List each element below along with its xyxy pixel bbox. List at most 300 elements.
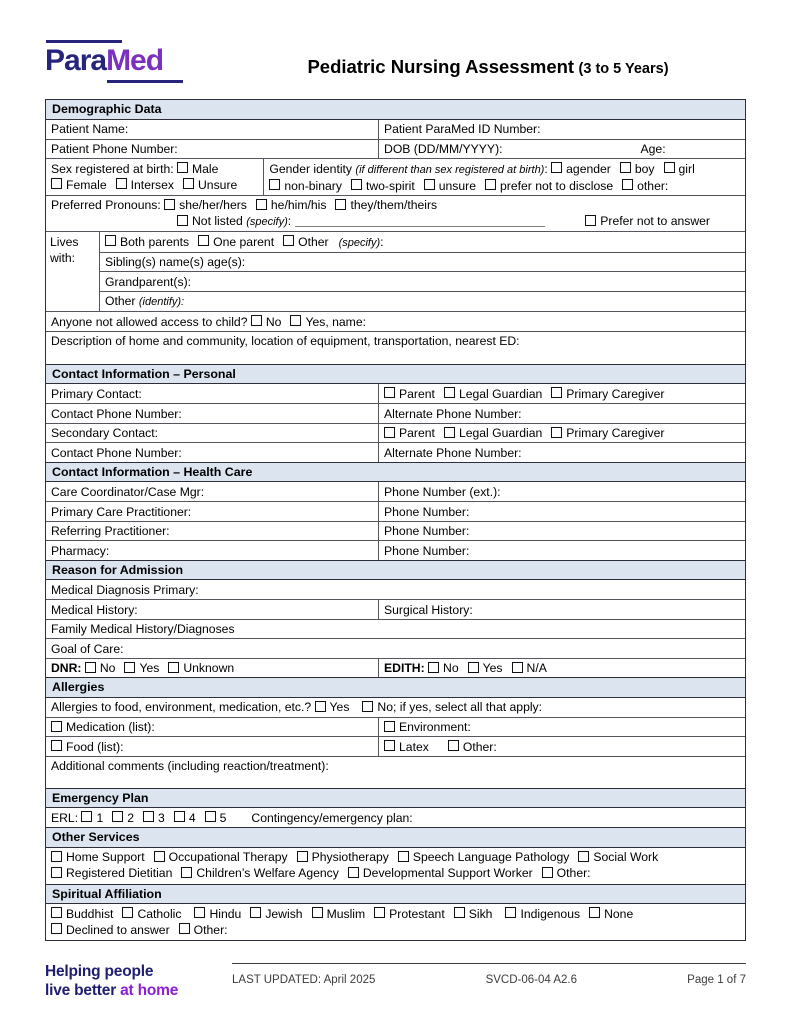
checkbox-icon[interactable] [454, 907, 465, 918]
checkbox-option[interactable] [194, 907, 241, 921]
form-row [46, 423, 745, 443]
checkbox-label: they/them/theirs [350, 198, 438, 212]
checkbox-icon[interactable] [85, 662, 96, 673]
form-cell [46, 848, 745, 884]
checkbox-icon[interactable] [384, 427, 395, 438]
form-cell [378, 482, 745, 501]
checkbox-icon[interactable] [362, 701, 373, 712]
checkbox-icon[interactable] [124, 662, 135, 673]
form-cell [378, 718, 745, 737]
checkbox-option[interactable] [362, 700, 542, 714]
form-cell [46, 600, 378, 619]
field-label: EDITH: [384, 661, 429, 675]
checkbox-label: Declined to answer [66, 922, 170, 937]
section-header: Reason for Admission [46, 560, 745, 581]
group-label: Lives with: [46, 232, 100, 311]
checkbox-option[interactable] [177, 214, 246, 228]
checkbox-option[interactable] [51, 907, 113, 921]
form-cell [46, 580, 745, 599]
form-row [46, 698, 745, 717]
checkbox-option[interactable] [51, 866, 172, 880]
checkbox-icon[interactable] [81, 811, 92, 822]
field-label: DNR: [51, 661, 85, 675]
checkbox-label: two-spirit [365, 178, 415, 193]
checkbox-icon[interactable] [51, 178, 62, 189]
checkbox-icon[interactable] [664, 162, 675, 173]
field-label: Other [105, 294, 139, 308]
checkbox-icon[interactable] [424, 179, 435, 190]
checkbox-option[interactable] [205, 811, 227, 825]
checkbox-option[interactable] [174, 811, 196, 825]
field-label: Description of home and community, location of equipment, transportation, nearest ED: [51, 334, 520, 348]
checkbox-option[interactable] [312, 907, 366, 921]
checkbox-icon[interactable] [622, 179, 633, 190]
field-label: Secondary Contact: [51, 426, 159, 440]
checkbox-icon[interactable] [444, 427, 455, 438]
field-label: : [544, 161, 552, 176]
checkbox-icon[interactable] [315, 701, 326, 712]
checkbox-option[interactable] [444, 426, 542, 440]
checkbox-icon[interactable] [51, 907, 62, 918]
form-cell [378, 384, 745, 403]
checkbox-icon[interactable] [585, 215, 596, 226]
checkbox-label: Food (list): [66, 739, 124, 754]
checkbox-label: Other: [556, 866, 591, 880]
logo-wordmark [45, 46, 230, 76]
checkbox-label: Intersex [130, 177, 174, 192]
tagline-line1: Helping people [45, 963, 154, 980]
checkbox-option[interactable] [398, 850, 570, 864]
checkbox-icon[interactable] [105, 235, 116, 246]
checkbox-label: Muslim [326, 906, 366, 921]
spacer [438, 750, 448, 751]
form-row [46, 638, 745, 658]
checkbox-option[interactable] [154, 850, 288, 864]
form-row [46, 331, 745, 364]
form-row [46, 139, 745, 159]
checkbox-label: Unsure [198, 177, 238, 192]
checkbox-option[interactable] [168, 661, 234, 675]
checkbox-option[interactable] [250, 907, 302, 921]
checkbox-icon[interactable] [164, 199, 175, 210]
checkbox-option[interactable] [512, 661, 547, 675]
checkbox-label: Medication (list): [66, 720, 155, 734]
checkbox-label: Jewish [265, 906, 303, 921]
field-label: Pharmacy: [51, 543, 110, 558]
checkbox-option[interactable] [51, 720, 155, 734]
field-label: DOB (DD/MM/YYYY): [384, 142, 503, 156]
field-label: Preferred Pronouns: [51, 198, 165, 212]
checkbox-option[interactable] [505, 907, 580, 921]
checkbox-option[interactable] [297, 850, 389, 864]
form-cell [378, 600, 745, 619]
checkbox-label: Not listed [192, 214, 247, 228]
checkbox-option[interactable] [335, 198, 437, 212]
field-label: Allergies to food, environment, medication, etc.? [51, 700, 315, 714]
tagline-line2 [45, 981, 178, 1000]
field-label: Alternate Phone Number: [384, 406, 522, 421]
checkbox-option[interactable] [468, 661, 503, 675]
form-row [46, 482, 745, 501]
checkbox-option[interactable] [122, 907, 181, 921]
checkbox-icon[interactable] [256, 199, 267, 210]
checkbox-option[interactable] [542, 866, 591, 880]
checkbox-label: Sikh [468, 906, 493, 921]
form-cell [46, 808, 745, 827]
checkbox-icon[interactable] [620, 162, 631, 173]
page-title-age-range: (3 to 5 Years) [578, 61, 669, 77]
fill-in-line[interactable] [295, 215, 545, 227]
form-cell [46, 384, 378, 403]
checkbox-label: Yes [139, 661, 160, 675]
checkbox-icon[interactable] [290, 315, 301, 326]
checkbox-option[interactable] [374, 907, 445, 921]
checkbox-label: Yes [329, 700, 350, 714]
form-row [46, 442, 745, 462]
checkbox-option[interactable] [116, 178, 174, 192]
checkbox-label: None [604, 906, 634, 921]
checkbox-icon[interactable] [512, 662, 523, 673]
checkbox-label: Catholic [137, 906, 182, 921]
field-label: Gender identity [269, 161, 356, 176]
checkbox-option[interactable] [183, 178, 237, 192]
checkbox-icon[interactable] [179, 923, 190, 934]
checkbox-option[interactable] [164, 198, 247, 212]
checkbox-icon[interactable] [348, 867, 359, 878]
checkbox-label: Protestant [389, 906, 445, 921]
checkbox-icon[interactable] [177, 162, 188, 173]
section-header: Spiritual Affiliation [46, 884, 745, 905]
checkbox-icon[interactable] [181, 867, 192, 878]
checkbox-label: Prefer not to answer [600, 214, 710, 228]
form-row [46, 540, 745, 560]
page-header [45, 40, 746, 83]
checkbox-option[interactable] [198, 235, 274, 249]
form-row [46, 658, 745, 678]
checkbox-option[interactable] [177, 162, 218, 176]
form-cell [46, 159, 263, 195]
checkbox-label: other: [637, 178, 669, 193]
checkbox-icon[interactable] [485, 179, 496, 190]
checkbox-icon[interactable] [168, 662, 179, 673]
checkbox-label: Primary Caregiver [566, 426, 665, 440]
checkbox-option[interactable] [315, 700, 350, 714]
checkbox-icon[interactable] [194, 907, 205, 918]
footer-doc-code: SVCD-06-04 A2.6 [485, 974, 577, 986]
checkbox-icon[interactable] [205, 811, 216, 822]
checkbox-icon[interactable] [116, 178, 127, 189]
field-label: Age: [640, 142, 666, 156]
checkbox-label: Legal Guardian [458, 386, 543, 401]
checkbox-option[interactable] [428, 661, 459, 675]
checkbox-label: Both parents [120, 234, 190, 249]
checkbox-option[interactable] [551, 162, 611, 176]
checkbox-label: he/him/his [270, 198, 327, 212]
checkbox-icon[interactable] [505, 907, 516, 918]
paramed-logo [45, 40, 230, 83]
field-label: Sex registered at birth: [51, 161, 177, 176]
checkbox-option[interactable] [589, 907, 633, 921]
field-label: Phone Number: [384, 504, 470, 519]
checkbox-label: Yes, name: [305, 314, 366, 329]
form-cell [46, 659, 378, 678]
form-cell [46, 482, 378, 501]
form-cell [378, 541, 745, 560]
checkbox-option[interactable] [424, 179, 476, 193]
field-label: Medical History: [51, 602, 138, 617]
checkbox-icon[interactable] [351, 179, 362, 190]
checkbox-label: she/her/hers [179, 198, 247, 212]
checkbox-option[interactable] [143, 811, 165, 825]
checkbox-label: Legal Guardian [458, 426, 543, 440]
section-header: Allergies [46, 677, 745, 698]
field-label: Care Coordinator/Case Mgr: [51, 484, 205, 499]
spacer [503, 152, 641, 153]
checkbox-option[interactable] [348, 866, 533, 880]
field-label: Goal of Care: [51, 641, 124, 656]
checkbox-label: Developmental Support Worker [362, 866, 533, 880]
checkbox-option[interactable] [179, 923, 228, 937]
field-label: (if different than sex registered at birth) [355, 163, 545, 176]
checkbox-label: Male [192, 161, 219, 176]
checkbox-option[interactable] [620, 162, 655, 176]
checkbox-option[interactable] [51, 178, 107, 192]
checkbox-option[interactable] [444, 387, 542, 401]
page-footer [232, 963, 746, 986]
checkbox-icon[interactable] [177, 215, 188, 226]
checkbox-option[interactable] [283, 235, 328, 249]
checkbox-icon[interactable] [384, 721, 395, 732]
checkbox-icon[interactable] [283, 235, 294, 246]
field-label: Additional comments (including reaction/treatment): [51, 759, 329, 773]
checkbox-icon[interactable] [112, 811, 123, 822]
field-label: Referring Practitioner: [51, 524, 170, 538]
checkbox-icon[interactable] [143, 811, 154, 822]
checkbox-label: Hindu [209, 906, 242, 921]
checkbox-icon[interactable] [174, 811, 185, 822]
page-title: Pediatric Nursing Assessment [307, 56, 575, 77]
checkbox-label: girl [678, 161, 695, 176]
checkbox-label: Home Support [66, 850, 145, 864]
checkbox-option[interactable] [269, 179, 342, 193]
checkbox-option[interactable] [181, 866, 339, 880]
checkbox-icon[interactable] [183, 178, 194, 189]
field-label: : [380, 234, 384, 249]
checkbox-icon[interactable] [551, 427, 562, 438]
form-cell [46, 196, 745, 232]
form-cell [378, 737, 745, 756]
checkbox-icon[interactable] [51, 740, 62, 751]
checkbox-icon[interactable] [542, 867, 553, 878]
footer-page-number: Page 1 of 7 [687, 974, 746, 986]
checkbox-label: Parent [399, 426, 435, 440]
checkbox-icon[interactable] [551, 162, 562, 173]
form-row [100, 271, 745, 291]
form-row [46, 599, 745, 619]
form-cell [378, 404, 745, 423]
form-cell [46, 443, 378, 462]
field-label: Phone Number: [384, 543, 470, 558]
checkbox-option[interactable] [51, 740, 124, 754]
logo-bottom-bar-decoration [107, 80, 183, 83]
checkbox-option[interactable] [622, 179, 668, 193]
checkbox-option[interactable] [664, 162, 695, 176]
checkbox-label: boy [634, 161, 655, 176]
footer-last-updated: LAST UPDATED: April 2025 [232, 974, 376, 986]
checkbox-option[interactable] [448, 740, 497, 754]
checkbox-icon[interactable] [428, 662, 439, 673]
section-header: Emergency Plan [46, 788, 745, 809]
checkbox-option[interactable] [384, 740, 429, 754]
assessment-form-table [45, 99, 746, 941]
checkbox-icon[interactable] [398, 851, 409, 862]
logo-top-bar-decoration [46, 40, 122, 43]
checkbox-icon[interactable] [51, 851, 62, 862]
checkbox-option[interactable] [81, 811, 103, 825]
field-label: ERL: [51, 810, 82, 825]
field-label: Family Medical History/Diagnoses [51, 622, 235, 636]
spacer [329, 245, 339, 246]
field-label: Contact Phone Number: [51, 445, 182, 460]
checkbox-option[interactable] [485, 179, 613, 193]
checkbox-label: prefer not to disclose [500, 178, 614, 193]
checkbox-label: No [443, 661, 459, 675]
checkbox-icon[interactable] [335, 199, 346, 210]
checkbox-icon[interactable] [51, 923, 62, 934]
checkbox-option[interactable] [290, 315, 366, 329]
checkbox-option[interactable] [105, 235, 189, 249]
checkbox-label: Primary Caregiver [566, 386, 665, 401]
field-label: Grandparent(s): [105, 274, 192, 289]
field-label: (identify): [138, 296, 185, 308]
checkbox-icon[interactable] [444, 387, 455, 398]
checkbox-icon[interactable] [51, 721, 62, 732]
field-label: Primary Care Practitioner: [51, 504, 192, 519]
checkbox-icon[interactable] [551, 387, 562, 398]
checkbox-icon[interactable] [154, 851, 165, 862]
form-row [100, 252, 745, 272]
checkbox-option[interactable] [551, 387, 664, 401]
form-cell [46, 639, 745, 658]
checkbox-option[interactable] [124, 661, 159, 675]
form-row [100, 291, 745, 312]
title-wrap [230, 40, 746, 78]
checkbox-icon[interactable] [312, 907, 323, 918]
checkbox-icon[interactable] [384, 387, 395, 398]
form-row-group [46, 231, 745, 311]
form-cell [378, 502, 745, 521]
form-row [46, 736, 745, 756]
checkbox-icon[interactable] [250, 907, 261, 918]
checkbox-icon[interactable] [578, 851, 589, 862]
form-cell [46, 737, 378, 756]
form-cell [46, 502, 378, 521]
brand-tagline [45, 962, 178, 1000]
form-row [46, 195, 745, 232]
form-cell [46, 757, 745, 788]
field-label: : [287, 214, 295, 228]
checkbox-label: Unknown [183, 661, 235, 675]
field-label: Contingency/emergency plan: [251, 810, 413, 825]
form-row [46, 158, 745, 195]
group-body [100, 232, 745, 311]
field-label: Alternate Phone Number: [384, 445, 522, 460]
checkbox-icon[interactable] [297, 851, 308, 862]
form-row [46, 808, 745, 827]
form-cell [46, 620, 745, 639]
form-row [46, 384, 745, 403]
checkbox-icon[interactable] [468, 662, 479, 673]
form-row [46, 717, 745, 737]
field-label: Sibling(s) name(s) age(s): [105, 255, 246, 269]
spacer [51, 224, 177, 225]
checkbox-option[interactable] [251, 315, 282, 329]
checkbox-option[interactable] [551, 426, 664, 440]
form-row [46, 403, 745, 423]
field-label: Patient ParaMed ID Number: [384, 122, 541, 136]
checkbox-icon[interactable] [198, 235, 209, 246]
checkbox-label: Parent [399, 386, 435, 401]
checkbox-label: unsure [438, 178, 476, 193]
checkbox-option[interactable] [51, 923, 170, 937]
checkbox-option[interactable] [578, 850, 658, 864]
checkbox-option[interactable] [454, 907, 493, 921]
field-label: (specify) [246, 216, 288, 228]
checkbox-label: 3 [158, 810, 165, 825]
checkbox-label: No; if yes, select all that apply: [377, 700, 543, 714]
checkbox-icon[interactable] [251, 315, 262, 326]
checkbox-option[interactable] [384, 720, 471, 734]
checkbox-option[interactable] [384, 426, 435, 440]
checkbox-icon[interactable] [122, 907, 133, 918]
field-label: Patient Name: [51, 122, 129, 136]
checkbox-icon[interactable] [374, 907, 385, 918]
checkbox-option[interactable] [51, 850, 145, 864]
form-cell [378, 140, 745, 159]
checkbox-option[interactable] [256, 198, 327, 212]
form-row [46, 501, 745, 521]
checkbox-option[interactable] [85, 661, 116, 675]
form-cell [378, 443, 745, 462]
checkbox-option[interactable] [585, 213, 710, 229]
checkbox-option[interactable] [384, 387, 435, 401]
checkbox-label: Latex [399, 739, 429, 754]
form-cell [46, 698, 745, 717]
checkbox-label: Environment: [399, 720, 471, 734]
checkbox-option[interactable] [112, 811, 134, 825]
form-cell [378, 120, 745, 139]
form-row [46, 521, 745, 541]
section-header: Other Services [46, 827, 745, 848]
form-cell [378, 424, 745, 443]
form-cell [46, 718, 378, 737]
form-cell [46, 120, 378, 139]
logo-text-med: Med [106, 44, 164, 77]
checkbox-icon[interactable] [269, 179, 280, 190]
checkbox-icon[interactable] [589, 907, 600, 918]
checkbox-icon[interactable] [448, 740, 459, 751]
form-row [46, 848, 745, 884]
section-header: Contact Information – Personal [46, 364, 745, 385]
checkbox-icon[interactable] [51, 867, 62, 878]
checkbox-label: Other: [193, 922, 228, 937]
form-cell [378, 522, 745, 541]
form-row [46, 580, 745, 599]
field-label: Surgical History: [384, 602, 473, 617]
checkbox-label: Other [298, 234, 329, 249]
checkbox-option[interactable] [351, 179, 415, 193]
checkbox-icon[interactable] [384, 740, 395, 751]
